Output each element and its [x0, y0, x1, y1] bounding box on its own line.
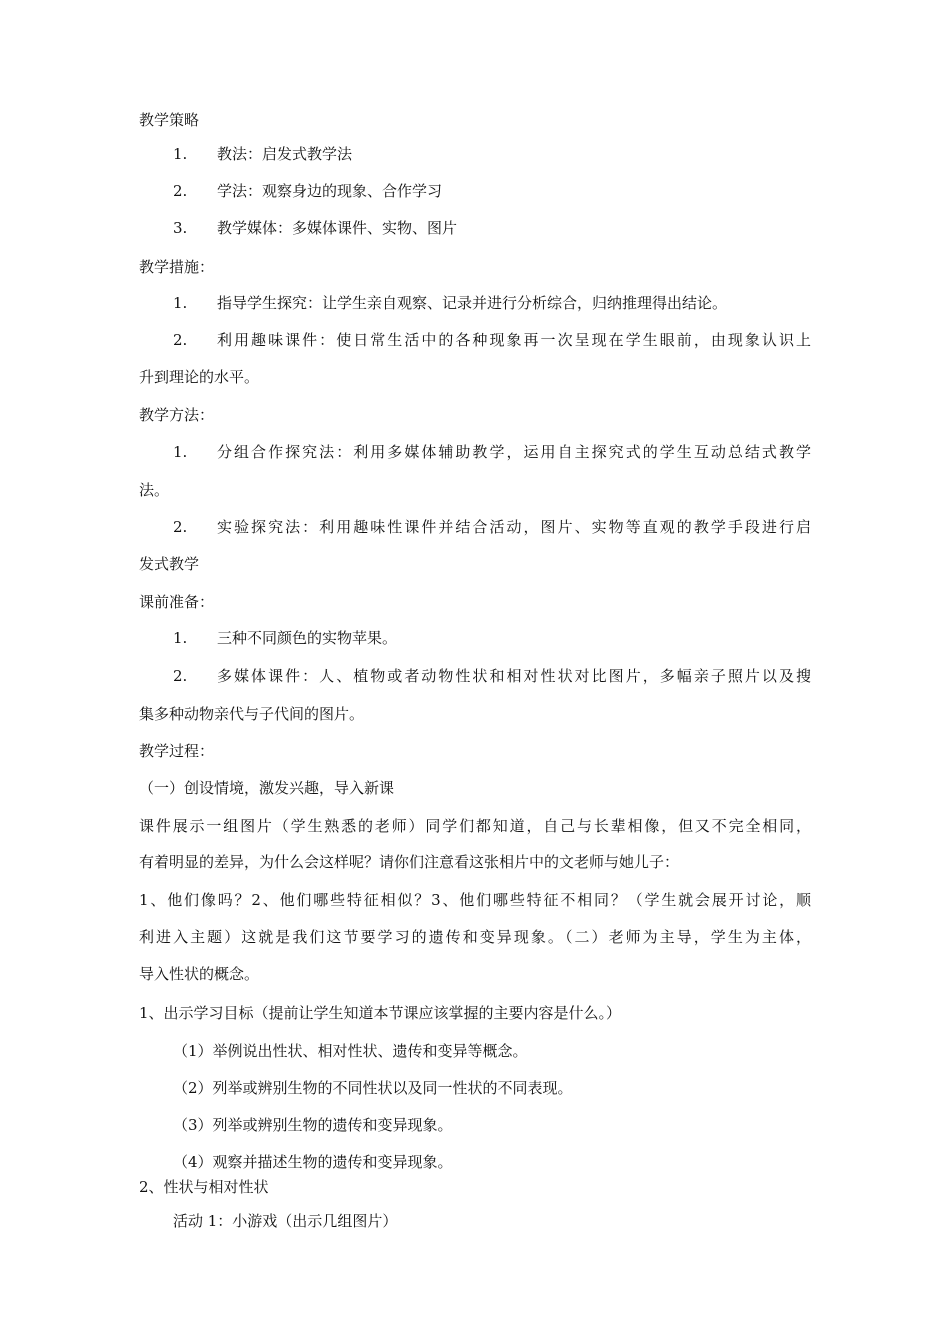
list-number: 2. [173, 667, 188, 685]
list-item: 指导学生探究：让学生亲自观察、记录并进行分析综合，归纳推理得出结论。 [217, 294, 728, 312]
goal-item: （1）举例说出性状、相对性状、遗传和变异等概念。 [173, 1042, 528, 1060]
paragraph-line: 1、他们像吗？2、他们哪些特征相似？3、他们哪些特征不相同？（学生就会展开讨论，顺 [139, 891, 811, 909]
list-item-continuation: 发式教学 [139, 555, 200, 573]
list-item-continuation: 法。 [139, 481, 170, 499]
trait-heading: 2、性状与相对性状 [139, 1178, 269, 1196]
list-item: 三种不同颜色的实物苹果。 [217, 629, 398, 647]
strategy-heading: 教学策略 [139, 111, 200, 129]
list-item: 教法：启发式教学法 [217, 145, 353, 163]
process-heading: 教学过程： [139, 742, 215, 760]
goal-item: （4）观察并描述生物的遗传和变异现象。 [173, 1153, 453, 1171]
paragraph-line: 课件展示一组图片（学生熟悉的老师）同学们都知道，自己与长辈相像，但又不完全相同， [139, 817, 811, 835]
goal-heading: 1、出示学习目标（提前让学生知道本节课应该掌握的主要内容是什么。） [139, 1004, 622, 1022]
list-number: 1. [173, 294, 188, 312]
list-item: 利用趣味课件：使日常生活中的各种现象再一次呈现在学生眼前，由现象认识上 [217, 331, 811, 349]
list-item: 教学媒体：多媒体课件、实物、图片 [217, 219, 458, 237]
list-item: 学法：观察身边的现象、合作学习 [217, 182, 443, 200]
methods-heading: 教学方法： [139, 406, 215, 424]
activity-line: 活动 1：小游戏（出示几组图片） [173, 1212, 398, 1230]
list-number: 1. [173, 443, 188, 461]
goal-item: （3）列举或辨别生物的遗传和变异现象。 [173, 1116, 453, 1134]
list-item-continuation: 集多种动物亲代与子代间的图片。 [139, 705, 365, 723]
measures-heading: 教学措施： [139, 258, 215, 276]
paragraph-line: 利进入主题）这就是我们这节要学习的遗传和变异现象。（二）老师为主导，学生为主体， [139, 928, 811, 946]
list-item: 多媒体课件：人、植物或者动物性状和相对性状对比图片，多幅亲子照片以及搜 [217, 667, 811, 685]
list-item: 实验探究法：利用趣味性课件并结合活动，图片、实物等直观的教学手段进行启 [217, 518, 811, 536]
list-number: 1. [173, 629, 188, 647]
list-item: 分组合作探究法：利用多媒体辅助教学，运用自主探究式的学生互动总结式教学 [217, 443, 811, 461]
list-number: 2. [173, 518, 188, 536]
list-number: 3. [173, 219, 188, 237]
prep-heading: 课前准备： [139, 593, 215, 611]
goal-item: （2）列举或辨别生物的不同性状以及同一性状的不同表现。 [173, 1079, 573, 1097]
paragraph-line: 导入性状的概念。 [139, 965, 260, 983]
list-item-continuation: 升到理论的水平。 [139, 368, 260, 386]
list-number: 2. [173, 182, 188, 200]
paragraph-line: 有着明显的差异，为什么会这样呢？请你们注意看这张相片中的文老师与她儿子： [139, 853, 680, 871]
process-subheading: （一）创设情境，激发兴趣，导入新课 [139, 779, 395, 797]
list-number: 2. [173, 331, 188, 349]
list-number: 1. [173, 145, 188, 163]
